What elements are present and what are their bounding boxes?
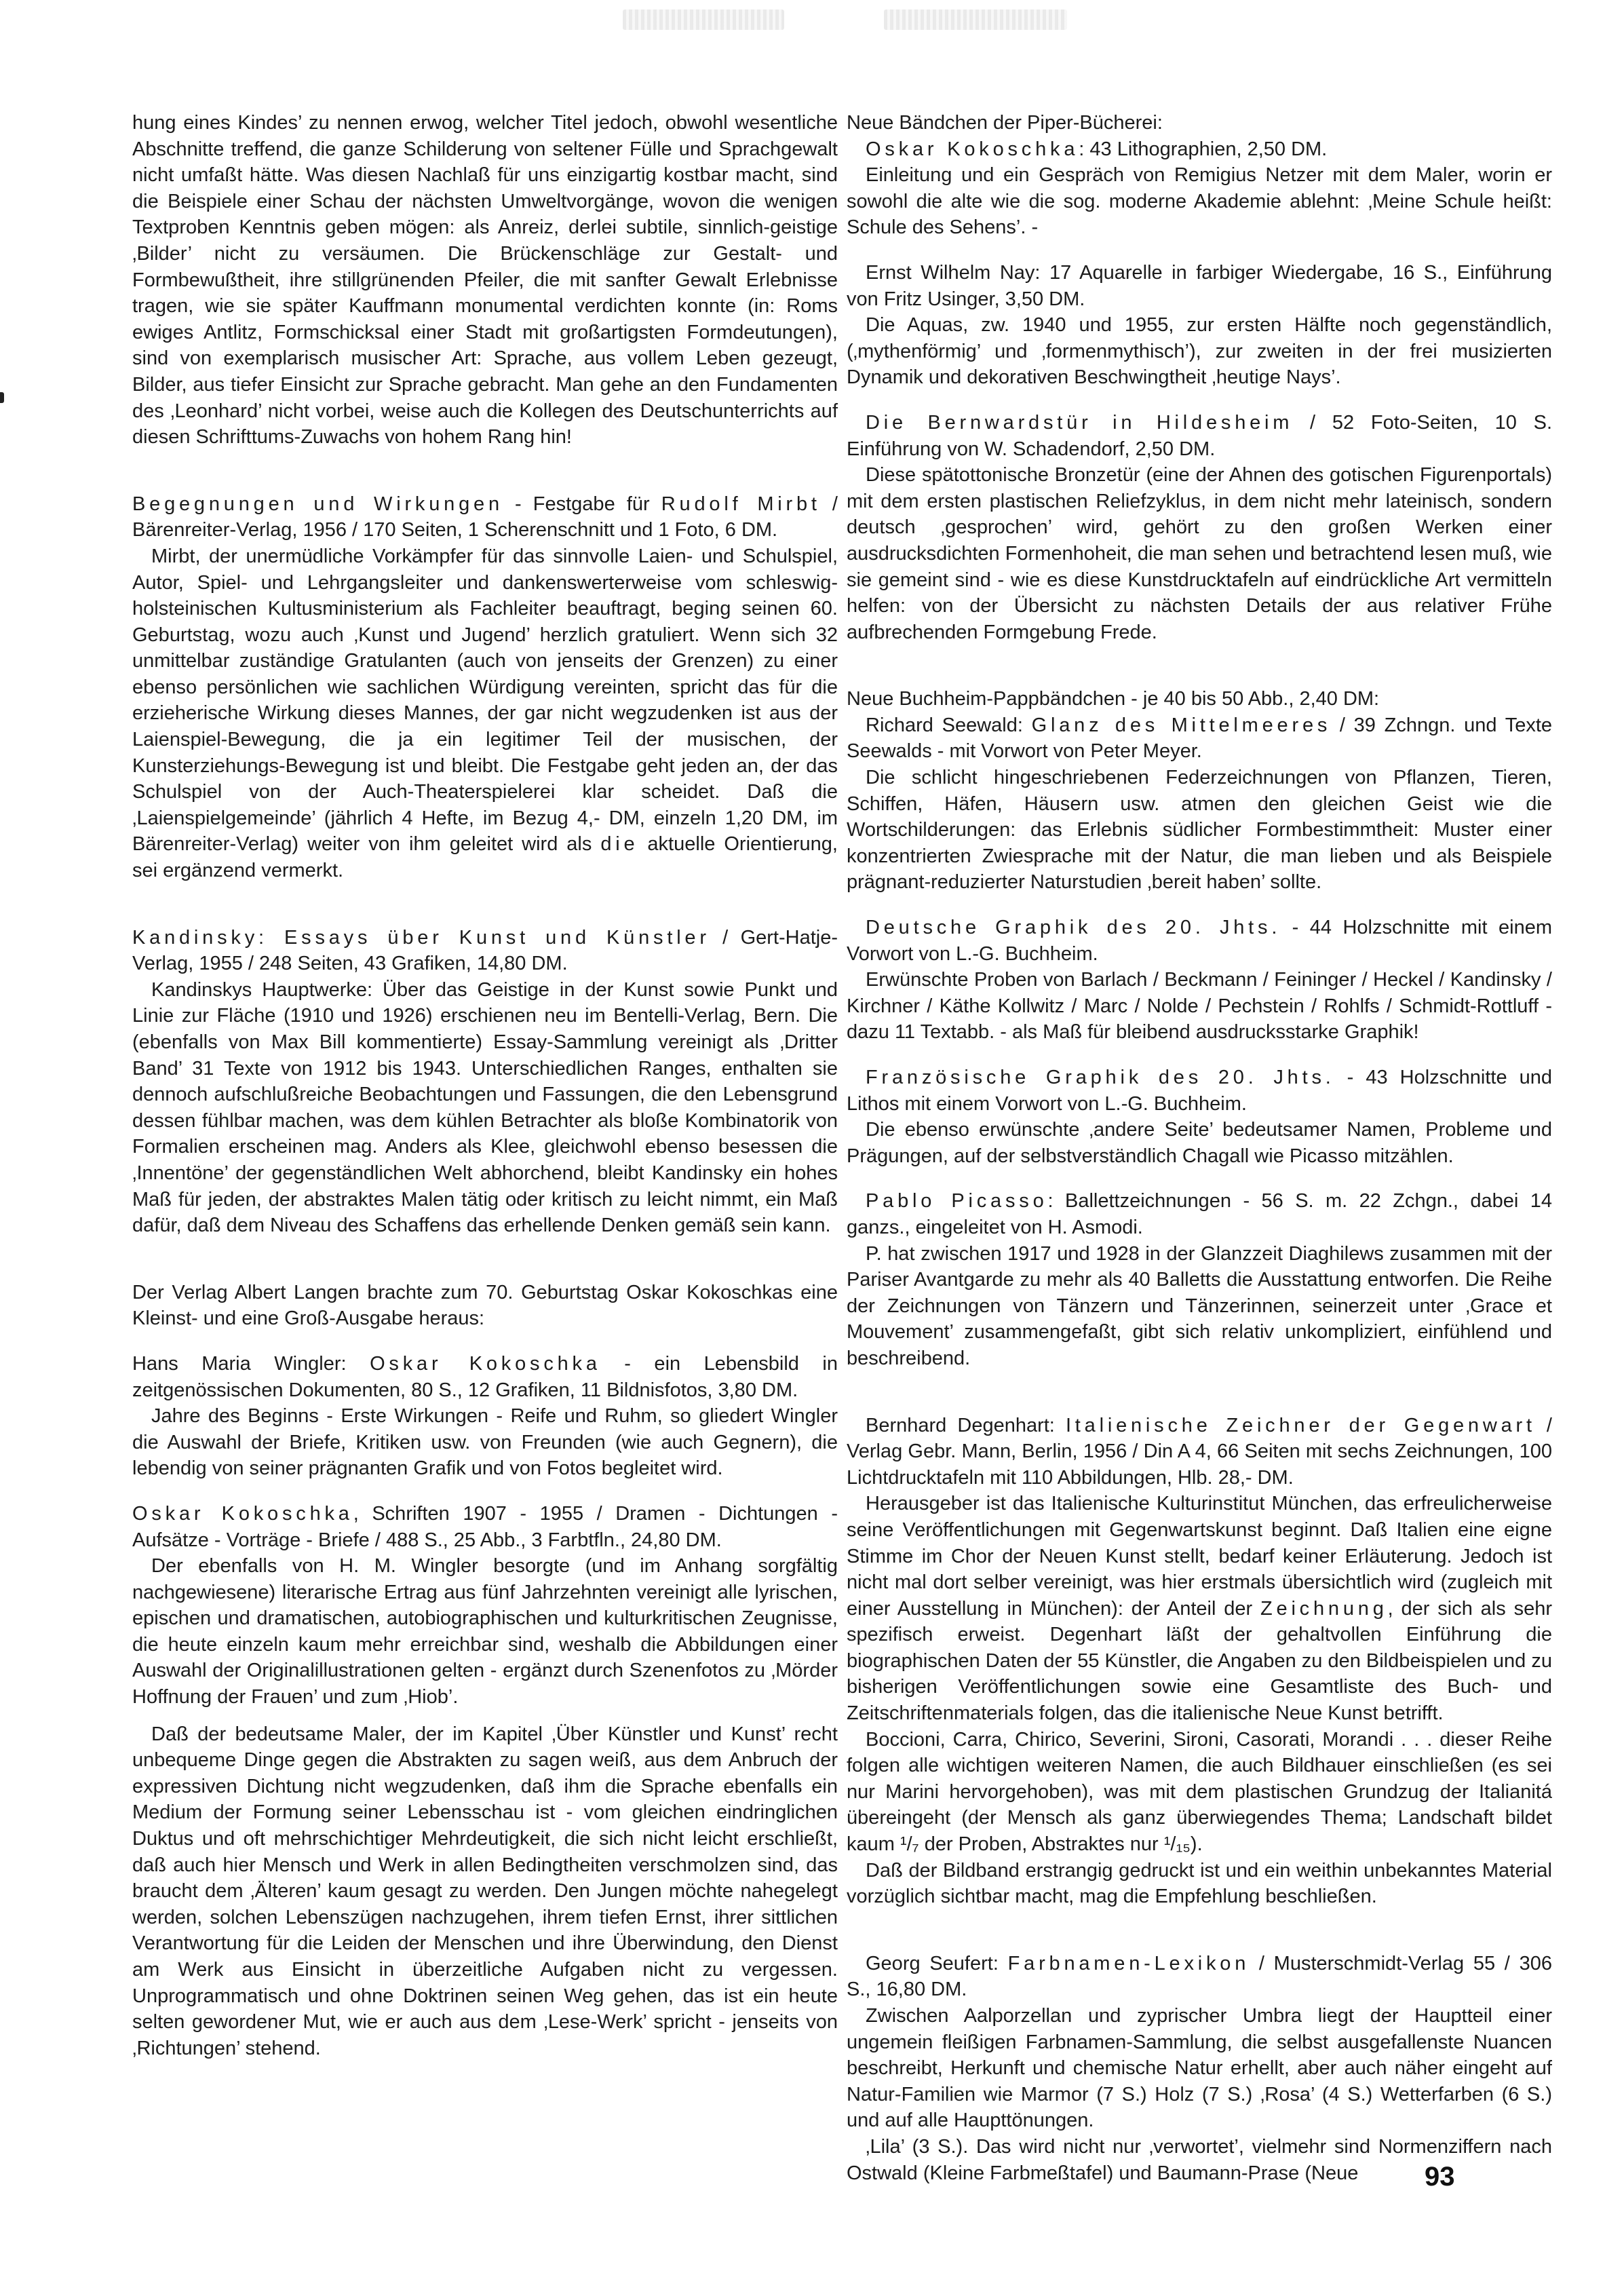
paragraph-text: aktuelle Orientierung, sei ergänzend vermerkt.	[132, 833, 838, 882]
paragraph: Der ebenfalls von H. M. Wingler besorgte (und im Anhang sorgfältig nachgewiesene) literarische Ertrag aus fünf Jahrzehnten vereinigt alle lyrischen, epischen und dramatischen, autobiographischen und kulturkritischen Zeugnisse, die heute einzeln kaum mehr erreichbar sind, weshalb die Abbildungen einer Auswahl der Originalillustrationen gelten - ergänzt durch Szenenfotos zu ‚Mörder Hoffnung der Frauen’ und zum ‚Hiob’.	[132, 1555, 838, 1708]
paragraph: Die ebenso erwünschte ‚andere Seite’ bedeutsamer Namen, Probleme und Prägungen, auf der selbstverständlich Chagall wie Picasso mitzählen.	[847, 1119, 1552, 1167]
book-title: Glanz des Mittelmeeres	[1031, 714, 1332, 736]
review-heading-bernwardstuer	[847, 410, 1552, 462]
review-heading-wingler	[132, 1351, 838, 1403]
review-heading-franzoesische-graphik	[847, 1065, 1552, 1117]
book-title: Pablo Picasso	[866, 1190, 1048, 1212]
review-heading-kokoschka-litho	[847, 136, 1552, 163]
paragraph	[847, 1491, 1552, 1726]
page-number: 93	[1425, 2162, 1455, 2192]
paragraph	[132, 543, 838, 884]
publisher-info: - ein Lebensbild in zeitgenössischen Dokumenten, 80 S., 12 Grafiken, 11 Bildnisfotos, 3,80 DM.	[132, 1352, 838, 1401]
paragraph: Daß der bedeutsame Maler, der im Kapitel ‚Über Künstler und Kunst’ recht unbequeme Dinge gegen die Abstrakten zu sagen weiß, aus dem Anbruch der expressiven Dichtung nicht wegzudenken, daß ihm die Sprache ebenfalls ein Medium der Formung seiner Lebensschau ist - vom gleichen eindringlichen Duktus und oft mehrschichtiger Mehrdeutigkeit, die sich nicht leicht erschließt, daß auch hier Mensch und Werk in allen Bedingtheiten verschmolzen sind, das braucht dem ‚Älteren’ kaum gesagt zu werden. Den Jungen möchte nahegelegt werden, solchen Lebenszügen nachzugehen, ihrem tiefen Ernst, ihrer sittlichen Verantwortung für die Leiden der Menschen und ihre Überwindung, den Dienst am Werk aus Einsicht in überzeitliche Aufgaben nicht zu vergessen. Unprogrammatisch und ohne Doktrinen seinen Weg gehen, das ist ein heute selten gewordener Mut, wie er auch aus dem ‚Lese-Werk’ spricht - jenseits von ‚Richtungen’ stehend.	[132, 1723, 838, 2059]
book-title: Die Bernwardstür in Hildesheim	[866, 411, 1294, 434]
paragraph-text: , der sich als sehr spezifisch erweist. Degenhart läßt der gehaltvollen Einführung die biographischen Daten der 55 Künstler, die Angaben zu den Bildbeispielen und zu bisherigen Veröffentlichungen sowie eine Gesamtliste des Buch- und Zeitschriftenmaterials folgen, das die italienische Neue Kunst betrifft.	[847, 1597, 1552, 1725]
book-title: Oskar Kokoschka	[132, 1502, 353, 1525]
paragraph: Erwünschte Proben von Barlach / Beckmann / Feininger / Heckel / Kandinsky / Kirchner / Käthe Kollwitz / Marc / Nolde / Pechstein / Rohlfs / Schmidt-Rottluff - dazu 11 Textabb. - als Maß für bleibend ausdrucksstarke Graphik!	[847, 969, 1552, 1044]
section-heading-buchheim: Neue Buchheim-Pappbändchen - je 40 bis 50 Abb., 2,40 DM:	[847, 688, 1380, 710]
paragraph: Kandinskys Hauptwerke: Über das Geistige in der Kunst sowie Punkt und Linie zur Fläche (1910 und 1926) erschienen neu im Bentelli-Verlag, Bern. Die (ebenfalls von Max Bill kommentierte) Essay-Sammlung vereinigt als ‚Dritter Band’ 31 Texte von 1912 bis 1943. Unterschiedlichen Ranges, enthalten sie dennoch aufschlußreiche Beobachtungen und Fassungen, die den Lebensgrund dessen fühlbar machen, was dem kühlen Betrachter als bloße Kombinatorik von Formalien erscheinen mag. Anders als Klee, gleichwohl ebenso besessen die ‚Innentöne’ der gegenständlichen Welt abhorchend, bleibt Kandinsky ein hohes Maß für jeden, der abstraktes Malen tätig oder kritisch zu leicht nimmt, ein Maß dafür, daß dem Niveau des Schaffens das erhellende Denken gemäß sein kann.	[132, 978, 838, 1237]
review-heading-seufert	[847, 1951, 1552, 2003]
author-name: Richard Seewald:	[866, 714, 1032, 736]
binding-mark	[0, 392, 4, 403]
paragraph: Die schlicht hingeschriebenen Federzeichnungen von Pflanzen, Tieren, Schiffen, Häfen, Häusern usw. atmen den gleichen Geist wie die Wortschilderungen: das Erlebnis südlicher Formbestimmtheit: Muster einer konzentrierten Zwiesprache mit der Natur, die man lieben und als Beispiele prägnant-reduzierter Naturstudien ‚bereit haben’ sollte.	[847, 767, 1552, 894]
review-heading-degenhart	[847, 1413, 1552, 1491]
paragraph: Zwischen Aalporzellan und zyprischer Umbra liegt der Hauptteil einer ungemein fleißigen Farbnamen-Sammlung, die selbst ausgefallenste Nuancen beschreibt, Herkunft und chemische Natur erhellt, aber auch näher eingeht auf Natur-Familien wie Marmor (7 S.) Holz (7 S.) ‚Rosa’ (4 S.) Wetterfarben (6 S.) und auf alle Haupttönungen.	[847, 2005, 1552, 2132]
book-title: Kandinsky: Essays über Kunst und Künstler	[132, 926, 710, 949]
book-title: Oskar Kokoschka	[370, 1352, 601, 1375]
author-name: Bernhard Degenhart:	[866, 1414, 1066, 1436]
paragraph: hung eines Kindes’ zu nennen erwog, welcher Titel jedoch, obwohl wesentliche Abschnitte treffend, die ganze Schilderung von seltener Fülle und Sprachgewalt nicht umfaßt hätte. Was diesen Nachlaß für uns einzigartig kostbar macht, sind die Beispiele einer Schau der nächsten Umweltvorgänge, wovon die wenigen Textproben Kenntnis geben mögen: als Anreiz, derlei subtile, sinnlich-geistige ‚Bilder’ nicht zu versäumen. Die Brückenschläge zur Gestalt- und Formbewußtheit, ihre stillgrünenden Pfeiler, die mit sanfter Gewalt Erlebnisse tragen, wie sie später Kauffmann monumental verdichten konnte (in: Roms ewiges Antlitz, Formschicksal einer Stadt mit großartigsten Formdeutungen), sind von exemplarisch musischer Art: Sprache, aus vollem Leben gezeugt, Bilder, aus tiefer Einsicht zur Sprache gebracht. Man gehe an den Fundamenten des ‚Leonhard’ nicht vorbei, weise auch die Kollegen des Deutschunterrichts auf diesen Schrifttums-Zuwachs von hohem Rang hin!	[132, 112, 838, 448]
publisher-info: / Gert-Hatje-Verlag, 1955 / 248 Seiten, 43 Grafiken, 14,80 DM.	[132, 926, 838, 975]
review-heading-mirbt	[132, 491, 838, 543]
publisher-info: / Bärenreiter-Verlag, 1956 / 170 Seiten, 1 Scherenschnitt und 1 Foto, 6 DM.	[132, 493, 838, 541]
book-title: Deutsche Graphik des 20. Jhts.	[866, 917, 1281, 939]
review-heading-picasso	[847, 1188, 1552, 1240]
right-column	[847, 110, 1552, 2186]
paragraph: ‚Lila’ (3 S.). Das wird nicht nur ‚verwortet’, vielmehr sind Normenziffern nach Ostwald (Kleine Farbmeßtafel) und Baumann-Prase (Neue	[847, 2135, 1552, 2184]
book-title: Oskar Kokoschka	[866, 138, 1079, 160]
review-heading-deutsche-graphik	[847, 915, 1552, 967]
left-column	[132, 110, 838, 2061]
publisher-info: / Verlag Gebr. Mann, Berlin, 1956 / Din A 4, 66 Seiten mit sechs Zeichnungen, 100 Lichtdrucktafeln mit 110 Abbildungen, Hlb. 28,- DM.	[847, 1414, 1552, 1489]
scan-artifact-left	[623, 9, 784, 30]
review-heading-kokoschka	[132, 1501, 838, 1553]
paragraph: P. hat zwischen 1917 und 1928 in der Glanzzeit Diaghilews zusammen mit der Pariser Avantgarde zu mehr als 40 Balletts die Ausstattung entworfen. Die Reihe der Zeichnungen von Tänzern und Tänzerinnen, seinerzeit unter ‚Grace et Mouvement’ zusammengefaßt, gibt sich relativ unkompliziert, einfühlend und beschreibend.	[847, 1242, 1552, 1369]
publisher-info: - 43 Holzschnitte und Lithos mit einem Vorwort von L.-G. Buchheim.	[847, 1067, 1552, 1115]
emphasis: Zeichnung	[1260, 1597, 1388, 1620]
scan-artifact-right	[884, 9, 1067, 30]
book-title: Farbnamen-Lexikon	[1007, 1952, 1250, 1974]
section-heading-piper: Neue Bändchen der Piper-Bücherei:	[847, 112, 1163, 134]
paragraph: Jahre des Beginns - Erste Wirkungen - Reife und Ruhm, so gliedert Wingler die Auswahl der Briefe, Kritiken usw. von Freunden (wie auch Gegnern), die lebendig von seiner prägnanten Grafik und von Fotos begleitet wird.	[132, 1405, 838, 1480]
publisher-info: / 39 Zchngn. und Texte Seewalds - mit Vorwort von Peter Meyer.	[847, 714, 1553, 763]
heading-text: - Festgabe für	[503, 493, 661, 515]
author-name: Georg Seufert:	[866, 1952, 1008, 1974]
book-title: Französische Graphik des 20. Jhts.	[866, 1067, 1335, 1088]
book-title: Begegnungen und Wirkungen	[132, 493, 503, 515]
publisher-info: / Musterschmidt-Verlag 55 / 306 S., 16,80 DM.	[847, 1952, 1552, 2001]
book-title: Italienische Zeichner der Gegenwart	[1065, 1414, 1536, 1436]
review-heading-nay: Ernst Wilhelm Nay: 17 Aquarelle in farbiger Wiedergabe, 16 S., Einführung von Fritz Usinger, 3,50 DM.	[847, 261, 1552, 310]
review-heading-seewald	[847, 712, 1552, 765]
publisher-info: - 44 Holzschnitte mit einem Vorwort von L.-G. Buchheim.	[847, 917, 1552, 965]
publisher-info: : Ballettzeichnungen - 56 S. m. 22 Zchgn., dabei 14 ganzs., eingeleitet von H. Asmodi.	[847, 1190, 1553, 1238]
publisher-info: , Schriften 1907 - 1955 / Dramen - Dichtungen - Aufsätze - Vorträge - Briefe / 488 S., 25 Abb., 3 Farbtfln., 24,80 DM.	[132, 1502, 838, 1551]
paragraph-text: Herausgeber ist das Italienische Kulturinstitut München, das erfreulicherweise seine Veröffentlichungen mit Gegenwartskunst beginnt. Daß Italien eine eigne Stimme im Chor der Neuen Kunst stellt, bedarf keiner Erläuterung. Jedoch ist nicht mal dort selber vereinigt, was hier erstmals übersichtlich wird (zugleich mit einer Ausstellung in München): der Anteil der	[847, 1493, 1552, 1620]
paragraph: Einleitung und ein Gespräch von Remigius Netzer mit dem Maler, worin er sowohl die alte wie die sog. moderne Akademie ablehnt: ‚Meine Schule heißt: Schule des Sehens’. -	[847, 164, 1552, 239]
intro-paragraph: Der Verlag Albert Langen brachte zum 70. Geburtstag Oskar Kokoschkas eine Kleinst- und eine Groß-Ausgabe heraus:	[132, 1281, 838, 1330]
paragraph: Die Aquas, zw. 1940 und 1955, zur ersten Hälfte noch gegenständlich, (‚mythenförmig’ und ‚formenmythisch’), zur zweiten in der frei musizierten Dynamik und dekorativen Beschwingtheit ‚heutige Nays’.	[847, 314, 1552, 389]
paragraph: Boccioni, Carra, Chirico, Severini, Sironi, Casorati, Morandi . . . dieser Reihe folgen alle wichtigen weiteren Namen, die auch Bildhauer einschließen (es sei nur Marini hervorgehoben), was mit dem plastischen Grundzug der Italianitá übereingeht (der Mensch als ganz überwiegendes Thema; Landschaft bildet kaum ¹/₇ der Proben, Abstraktes nur ¹/₁₅).	[847, 1728, 1552, 1856]
paragraph: Diese spätottonische Bronzetür (eine der Ahnen des gotischen Figurenportals) mit dem ersten plastischen Reliefzyklus, in dem nicht mehr lateinisch, sondern deutsch ‚gesprochen’ wird, gehört zu den großen Werken einer ausdrucksdichten Formenhoheit, die man sehen und betrachtend lesen muß, wie sie gemeint sind - wie es diese Kunstdrucktafeln auf eindrückliche Art vermitteln helfen: von der Übersicht zu nächsten Details der aus relativer Frühe aufbrechenden Formgebung Frede.	[847, 464, 1552, 643]
emphasis: die	[600, 833, 639, 856]
author-name: Rudolf Mirbt	[661, 493, 821, 515]
paragraph: Daß der Bildband erstrangig gedruckt ist und ein weithin unbekanntes Material vorzüglich sichtbar macht, mag die Empfehlung beschließen.	[847, 1859, 1552, 1908]
publisher-info: : 43 Lithographien, 2,50 DM.	[1079, 138, 1328, 160]
publisher-info: / 52 Foto-Seiten, 10 S. Einführung von W. Schadendorf, 2,50 DM.	[847, 411, 1552, 460]
review-heading-kandinsky	[132, 925, 838, 977]
paragraph-text: Mirbt, der unermüdliche Vorkämpfer für das sinnvolle Laien- und Schulspiel, Autor, Spiel- und Lehrgangsleiter und dankenswerterweise vom schleswig-holsteinischen Kultusministerium als Fachleiter beauftragt, beging seinen 60. Geburtstag, wozu auch ‚Kunst und Jugend’ herzlich gratuliert. Wenn sich 32 unmittelbar zuständige Gratulanten (auch von jenseits der Grenzen) zu einer ebenso persönlichen wie sachlichen Würdigung vereinten, spricht das für die erzieherische Wirkung dieses Mannes, der gar nicht wegzudenken ist aus der Laienspiel-Bewegung, die ja ein legitimer Teil der musischen, der Kunsterziehungs-Bewegung ist und bleibt. Die Festgabe geht jeden an, der das Schulspiel von der Auch-Theaterspielerei klar scheidet. Daß die ‚Laienspielgemeinde’ (jährlich 4 Hefte, im Bezug 4,- DM, einzeln 1,20 DM, im Bärenreiter-Verlag) weiter von ihm geleitet wird als	[132, 545, 838, 856]
author-name: Hans Maria Wingler:	[132, 1352, 370, 1375]
